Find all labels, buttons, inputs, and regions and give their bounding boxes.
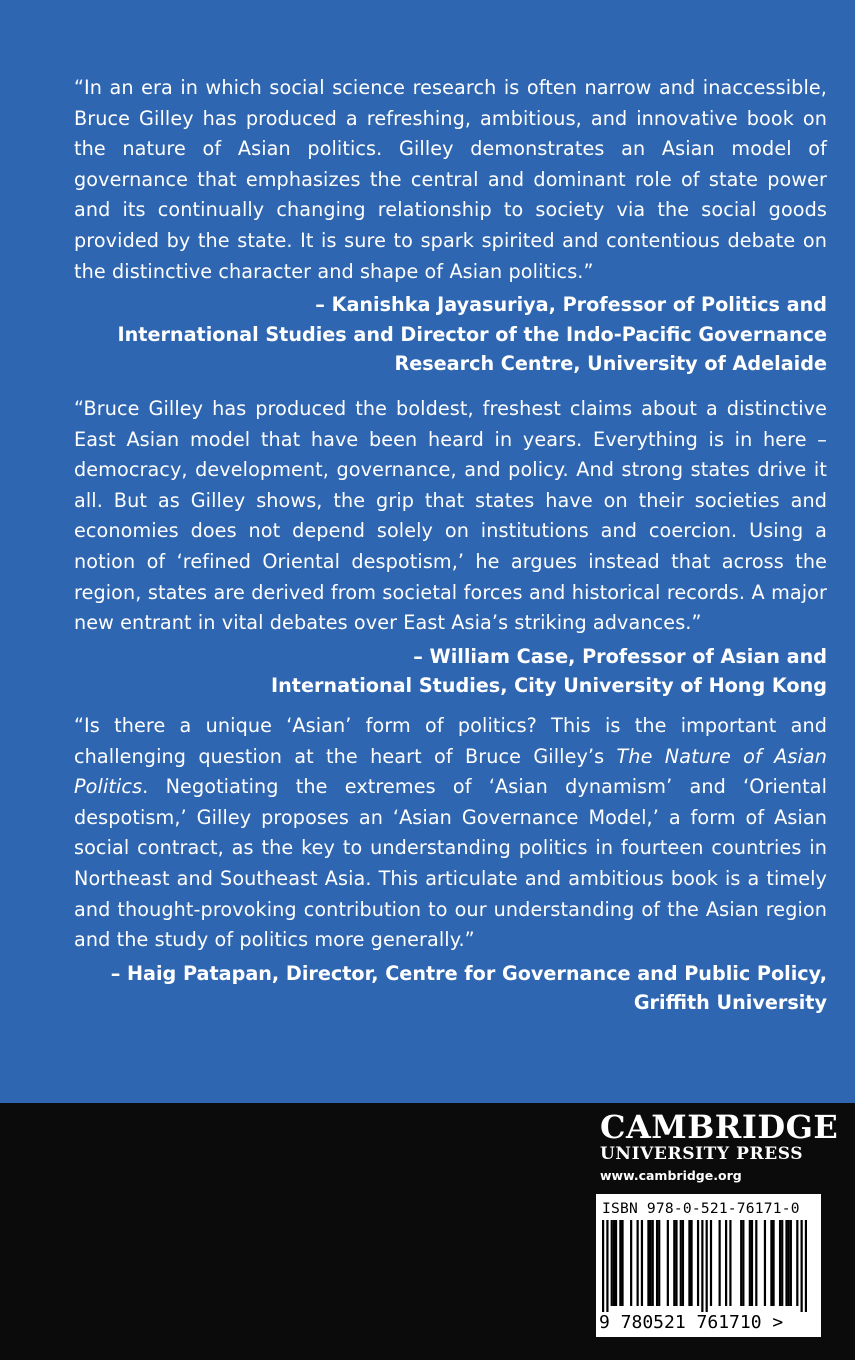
publisher-press: UNIVERSITY PRESS — [600, 1144, 804, 1164]
barcode-bar — [613, 1220, 615, 1306]
attribution-line: International Studies and Director of the Indo-Pacific Governance — [117, 322, 827, 346]
barcode-bar — [641, 1220, 643, 1306]
barcode-bar — [764, 1220, 766, 1306]
quote-attribution — [74, 642, 827, 701]
barcode-bar — [796, 1220, 798, 1306]
barcode-bar — [781, 1220, 783, 1306]
barcode-bar — [805, 1220, 807, 1312]
attribution-line: International Studies, City University of Hong Kong — [270, 674, 827, 698]
attribution-line: Griffith University — [633, 991, 827, 1015]
barcode-bar — [637, 1220, 639, 1306]
barcode-bar — [656, 1220, 658, 1306]
barcode-bar — [673, 1220, 675, 1306]
barcode-bar — [755, 1220, 757, 1306]
isbn-barcode-block — [596, 1194, 821, 1337]
barcode-bar — [619, 1220, 621, 1306]
barcode-bar — [621, 1220, 623, 1306]
book-title: The Nature of Asian Politics — [74, 744, 827, 799]
barcode-bar — [647, 1220, 649, 1306]
barcode-bar — [779, 1220, 781, 1306]
endorsement-quote-3 — [74, 711, 827, 1018]
attribution-line: – Haig Patapan, Director, Centre for Governance and Public Policy, — [110, 961, 827, 985]
endorsement-quote-1 — [74, 73, 827, 379]
barcode-icon — [602, 1220, 807, 1312]
barcode-bar — [719, 1220, 721, 1306]
barcode-bar — [688, 1220, 690, 1306]
barcode-bar — [658, 1220, 660, 1306]
barcode-bar — [788, 1220, 790, 1306]
barcode-bar — [729, 1220, 731, 1306]
attribution-line: – Kanishka Jayasuriya, Professor of Politics and — [315, 293, 827, 317]
isbn-label: ISBN 978-0-521-76171-0 — [602, 1200, 800, 1217]
quote-text: “Bruce Gilley has produced the boldest, freshest claims about a distinctive East Asian model that have been heard in years. Everything is in here – democracy, development, governance, and policy. And strong states drive it all. But as Gilley shows, the grip that states have on their societies and economies does not depend solely on institutions and coercion. Using a notion of ‘refined Oriental despotism,’ he argues instead that across the region, states are derived from societal forces and historical records. A major new entrant in vital debates over East Asia’s striking advances.” — [74, 397, 827, 635]
barcode-bar — [749, 1220, 751, 1306]
barcode-bar — [751, 1220, 753, 1306]
barcode-bar — [611, 1220, 613, 1306]
barcode-bar — [667, 1220, 669, 1306]
barcode-bar — [697, 1220, 699, 1306]
barcode-bar — [772, 1220, 774, 1306]
barcode-bar — [652, 1220, 654, 1306]
barcode-bar — [801, 1220, 803, 1312]
barcode-bar — [740, 1220, 742, 1306]
endorsement-quote-2 — [74, 394, 827, 701]
barcode-bar — [701, 1220, 703, 1312]
barcode-bar — [649, 1220, 651, 1306]
barcode-bar — [785, 1220, 787, 1306]
quote-text — [74, 711, 827, 956]
barcode-bar — [710, 1220, 712, 1306]
barcode-bar — [606, 1220, 608, 1312]
barcode-bar — [706, 1220, 708, 1312]
attribution-line: – William Case, Professor of Asian and — [413, 644, 827, 668]
barcode-bar — [630, 1220, 632, 1306]
barcode-bar — [675, 1220, 677, 1306]
attribution-line: Research Centre, University of Adelaide — [394, 352, 827, 376]
quote-text-end: . Negotiating the extremes of ‘Asian dynamism’ and ‘Oriental despotism,’ Gilley proposes an ‘Asian Governance Model,’ a form of Asian social contract, as the key to understanding politics in fourteen countries in Northeast and Southeast Asia. This articulate and ambitious book is a timely and thought-provoking contribution to our understanding of the Asian region and the study of politics more generally.” — [74, 775, 827, 952]
barcode-bar — [602, 1220, 604, 1312]
barcode-bar — [682, 1220, 684, 1306]
quote-attribution — [74, 959, 827, 1018]
barcode-bar — [725, 1220, 727, 1306]
quote-text: “In an era in which social science research is often narrow and inaccessible, Bruce Gilley has produced a refreshing, ambitious, and innovative book on the nature of Asian politics. Gilley demonstrates an Asian model of governance that emphasizes the central and dominant role of state power and its continually changing relationship to society via the social goods provided by the state. It is sure to spark spirited and contentious debate on the distinctive character and shape of Asian politics.” — [74, 76, 827, 283]
publisher-logo — [600, 1108, 839, 1185]
quote-text-start: “Is there a unique ‘Asian’ form of politics? This is the important and challenging question at the heart of Bruce Gilley’s — [74, 714, 827, 768]
publisher-name: CAMBRIDGE — [600, 1108, 839, 1146]
barcode-bar — [690, 1220, 692, 1306]
barcode-bar — [680, 1220, 682, 1306]
publisher-url: www.cambridge.org — [600, 1168, 742, 1183]
barcode-bar — [790, 1220, 792, 1306]
isbn-barcode-digits: 9 780521 761710 > — [599, 1312, 784, 1333]
quote-attribution — [74, 290, 827, 379]
barcode-bar — [615, 1220, 617, 1306]
barcode-bar — [770, 1220, 772, 1306]
barcode-bar — [742, 1220, 744, 1306]
